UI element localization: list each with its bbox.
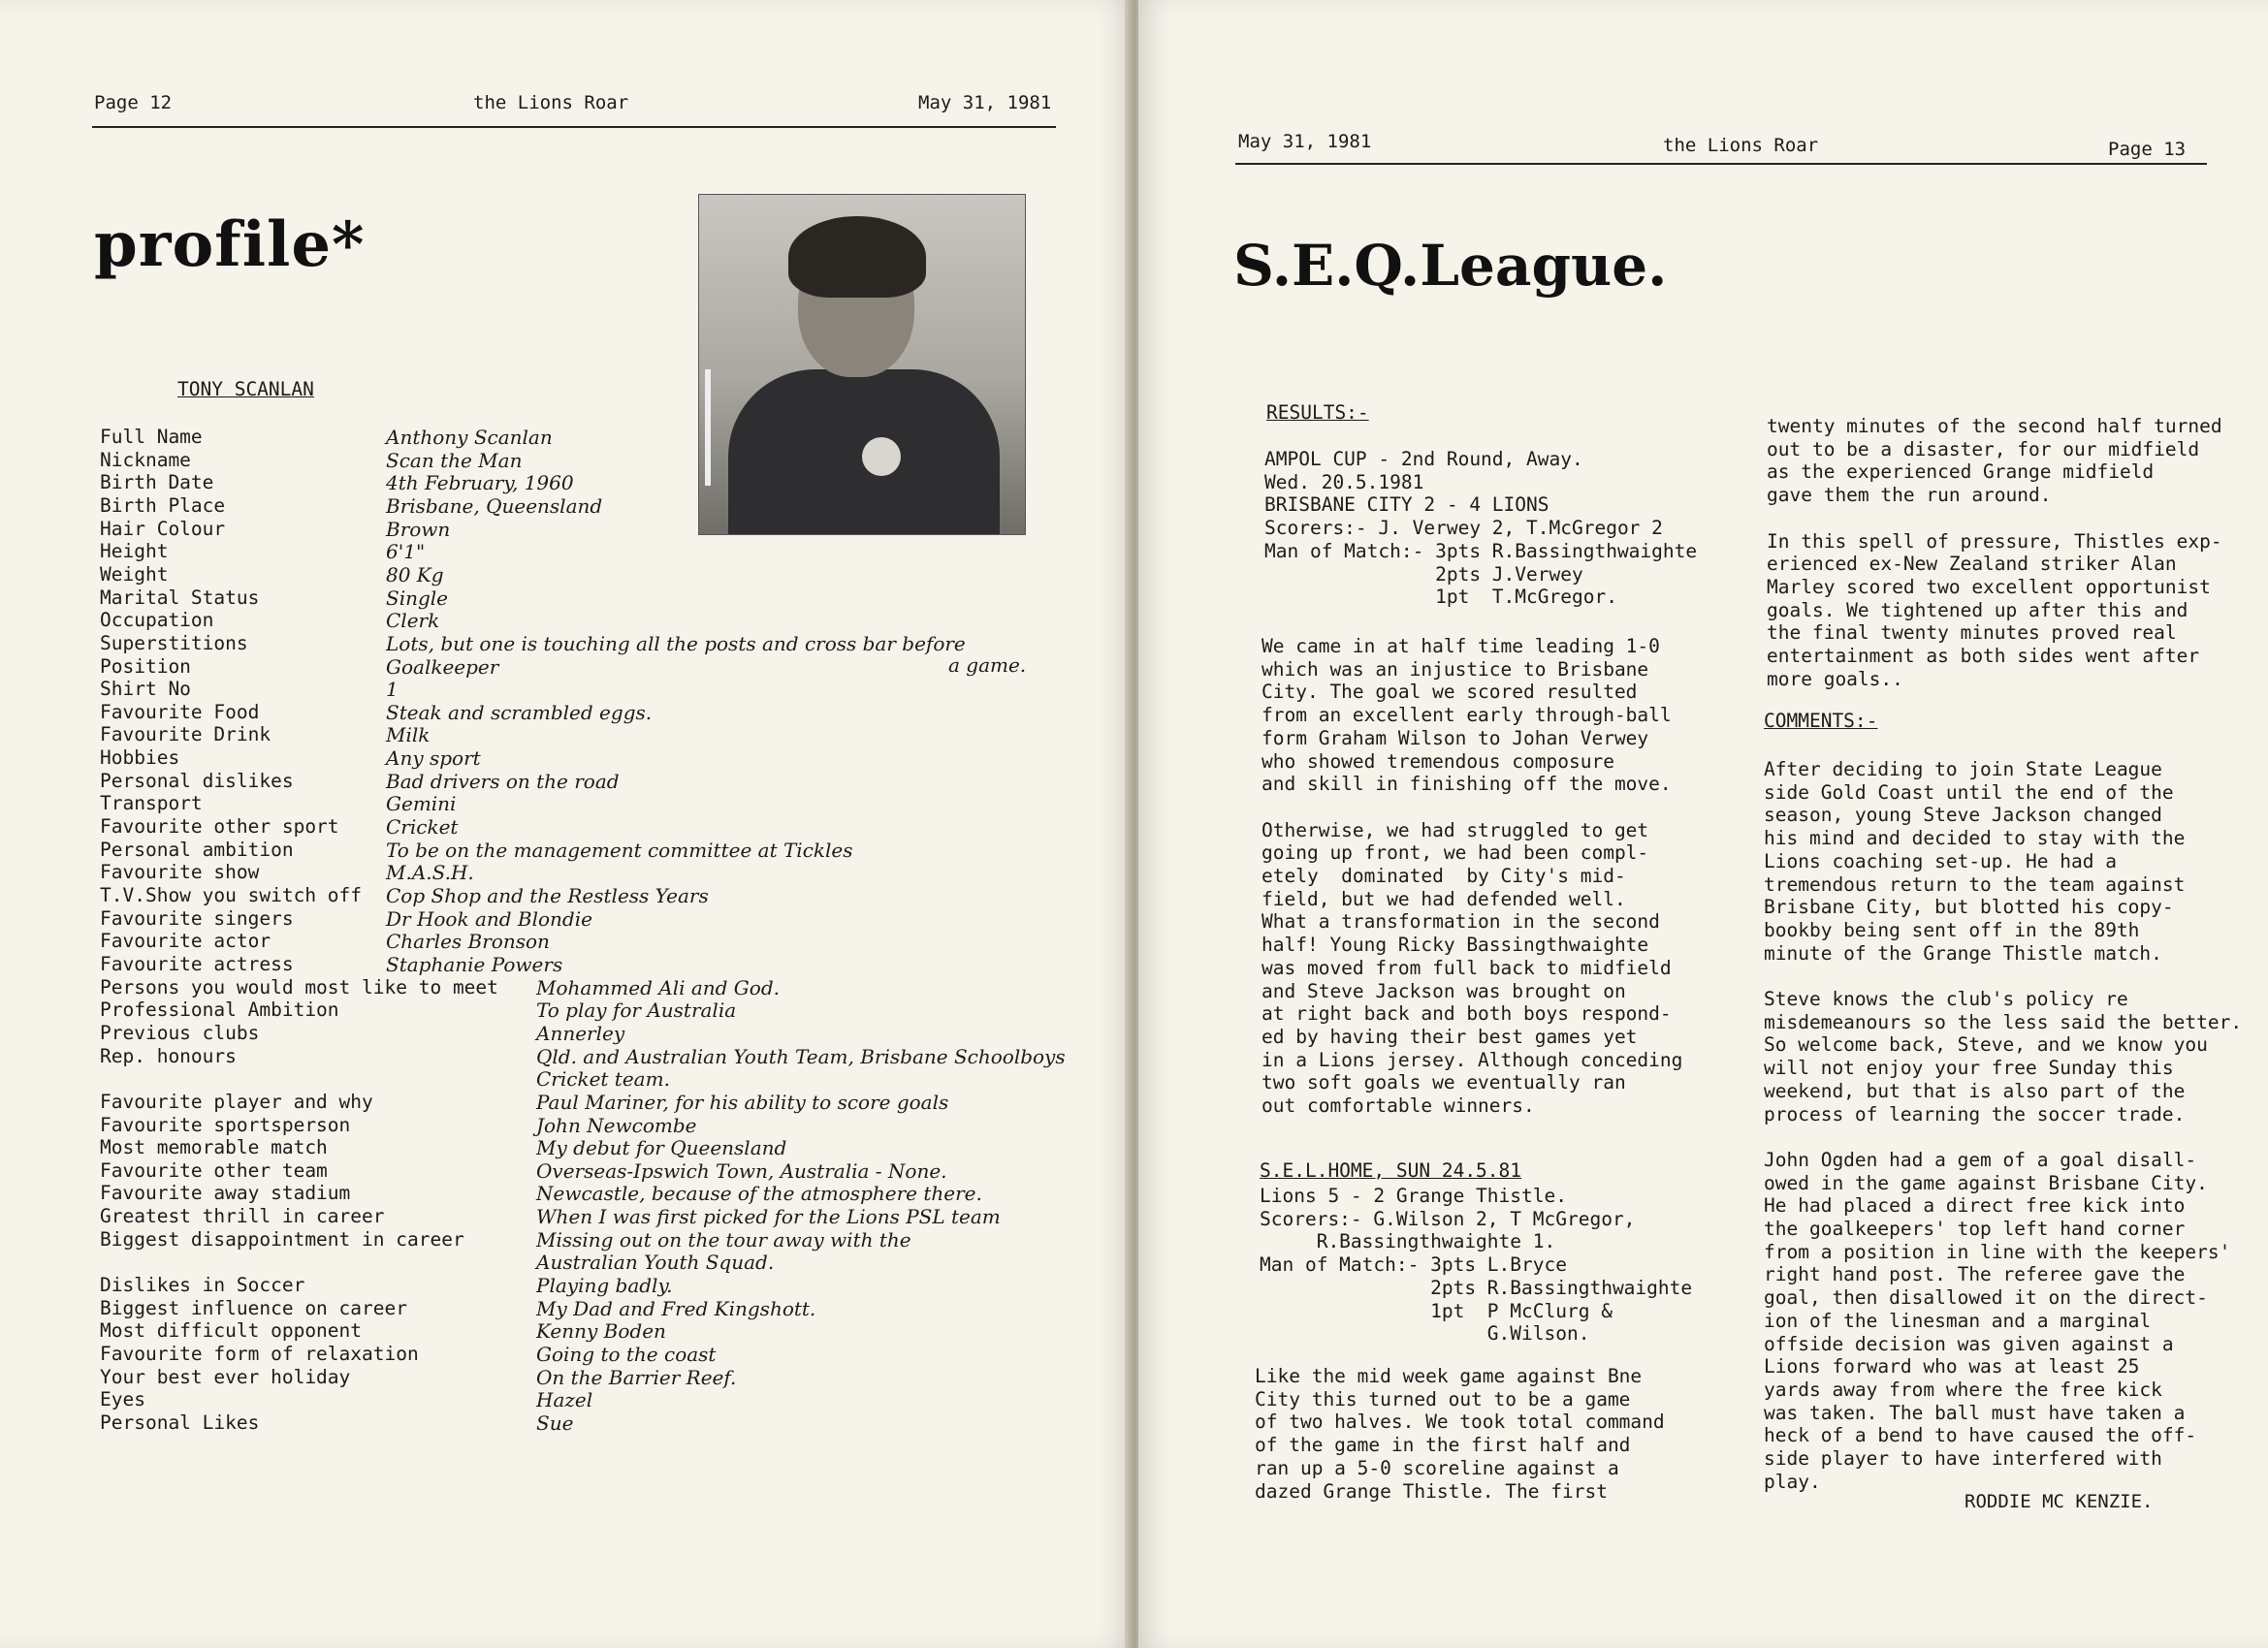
left-page [0,0,1131,1648]
profile-label: Favourite Food [100,700,260,723]
profile-value: My Dad and Fred Kingshott. [536,1296,816,1320]
ampol-cup-result: AMPOL CUP - 2nd Round, Away. Wed. 20.5.1981 BRISBANE CITY 2 - 4 LIONS Scorers:- J. Verwey 2, T.McGregor 2 Man of Match:- 3pts R.Bassingthwaighte 2pts J.Verwey 1pt T.McGregor. [1264,448,1698,609]
profile-label: Most memorable match [100,1136,328,1159]
profile-label: Superstitions [100,631,248,654]
profile-label: Persons you would most like to meet [100,975,498,998]
profile-label: Hair Colour [100,517,226,540]
profile-value: Staphanie Powers [386,952,563,976]
profile-label: Transport [100,792,203,815]
profile-subject-name: TONY SCANLAN [177,378,314,400]
sel-home-result: Lions 5 - 2 Grange Thistle. Scorers:- G.Wilson 2, T McGregor, R.Bassingthwaighte 1. Man of Match:- 3pts L.Bryce 2pts R.Bassingthwaighte 1pt P McClurg & G.Wilson. [1260,1185,1693,1346]
comments-heading: COMMENTS:- [1764,710,1878,732]
profile-label: Favourite player and why [100,1090,373,1113]
profile-label: Personal ambition [100,838,294,861]
profile-value: Milk [386,723,431,747]
profile-value: Missing out on the tour away with the [536,1227,911,1252]
profile-value: Mohammed Ali and God. [536,975,780,999]
left-issue-date: May 31, 1981 [918,92,1052,113]
profile-value: Qld. and Australian Youth Team, Brisbane Schoolboys [536,1044,1066,1068]
left-header-rule [92,126,1056,128]
profile-value: Brown [386,517,451,541]
profile-value: My debut for Queensland [536,1136,787,1160]
profile-value: Playing badly. [536,1274,673,1298]
profile-value: M.A.S.H. [386,861,474,885]
comments-body: After deciding to join State League side Gold Coast until the end of the season, young Steve Jackson changed his mind and decided to stay with the Lions coaching set-up. He had a tremendous return to the team against Brisbane City, but blotted his copy- bookby being sent off in the 89th minute of the Grange Thistle match. Steve knows the club's policy re misdemeanours so the less said the better. So welcome back, Steve, and we know you will not enjoy your free Sunday this weekend, but that is also part of the process of learning the soccer trade. John Ogden had a gem of a goal disall- owed in the game against Brisbane City. He had placed a direct free kick into the goalkeepers' top left hand corner from a position in line with the keepers' right hand post. The referee gave the goal, then disallowed it on the direct- ion of the linesman and a marginal offside decision was given against a Lions forward who was at least 25 yards away from where the free kick was taken. The ball must have taken a heck of a bend to have caused the off- side player to have interfered with play. [1764,758,2243,1493]
profile-value: Going to the coast [536,1343,717,1366]
profile-label: Rep. honours [100,1044,237,1067]
profile-value: Annerley [536,1021,625,1045]
profile-label: Previous clubs [100,1021,260,1044]
league-heading: S.E.Q.League. [1233,233,1668,299]
profile-value: Bad drivers on the road [386,769,620,793]
profile-value: Paul Mariner, for his ability to score goals [536,1090,949,1114]
profile-label: Nickname [100,448,191,471]
profile-value: Overseas-Ipswich Town, Australia - None. [536,1158,947,1183]
profile-label: Favourite other sport [100,815,339,839]
profile-label: Dislikes in Soccer [100,1274,305,1297]
profile-label: Favourite form of relaxation [100,1343,419,1365]
profile-label: Your best ever holiday [100,1365,351,1388]
profile-value: Cop Shop and the Restless Years [386,884,709,907]
profile-label: Professional Ambition [100,998,339,1022]
profile-value: Clerk [386,609,440,633]
profile-value: John Newcombe [536,1113,697,1137]
profile-label: Favourite actress [100,952,294,975]
profile-value: Steak and scrambled eggs. [386,700,653,724]
profile-label: Favourite away stadium [100,1182,351,1205]
profile-label: Favourite show [100,861,260,884]
profile-value: Gemini [386,792,457,816]
profile-value: 80 Kg [386,562,444,586]
profile-label: Marital Status [100,586,260,609]
results-heading: RESULTS:- [1266,401,1369,424]
profile-label: Hobbies [100,746,180,770]
profile-label: Birth Date [100,471,214,494]
left-publication-title: the Lions Roar [473,92,629,113]
match-report-continued: twenty minutes of the second half turned out to be a disaster, for our midfield as the experienced Grange midfield gave them the run around. In this spell of pressure, Thistles exp- erienced ex-New Zealand striker Alan Marley scored two excellent opportunist goals. We tightened up after this and the final twenty minutes proved real entertainment as both sides went after more goals.. [1767,415,2222,690]
profile-label: Greatest thrill in career [100,1205,385,1228]
goalpost-shape [705,369,711,486]
profile-value: Scan the Man [386,448,523,472]
profile-value: Hazel [536,1388,593,1412]
profile-label: Biggest influence on career [100,1296,407,1319]
profile-label: Birth Place [100,493,226,517]
profile-label: Favourite actor [100,930,272,953]
profile-value: 4th February, 1960 [386,471,574,495]
profile-label: Favourite other team [100,1158,328,1182]
profile-label: Most difficult opponent [100,1319,363,1343]
profile-value: On the Barrier Reef. [536,1365,737,1389]
profile-value: Brisbane, Queensland [386,493,603,518]
profile-label: Full Name [100,426,203,448]
right-header-rule [1235,163,2207,165]
profile-value: 1 [386,678,399,702]
profile-value-continued: a game. [948,653,1027,678]
profile-label: Favourite sportsperson [100,1113,351,1136]
profile-label: Occupation [100,609,214,632]
profile-value-continued: Cricket team. [536,1067,670,1092]
sel-home-report: Like the mid week game against Bne City this turned out to be a game of two halves. We took total command of the game in the first half and ran up a 5-0 scoreline against a dazed Grange Thistle. The first [1255,1365,1665,1503]
profile-value: Sue [536,1410,574,1435]
profile-value: Single [386,586,449,610]
profile-label: Shirt No [100,678,191,701]
profile-label: Eyes [100,1388,145,1411]
profile-heading: profile* [94,208,366,281]
player-photo [698,194,1026,535]
author-credit: RODDIE MC KENZIE. [1965,1491,2154,1512]
profile-label: Biggest disappointment in career [100,1227,464,1251]
profile-value: To play for Australia [536,998,737,1023]
profile-value: Newcastle, because of the atmosphere there. [536,1182,982,1206]
profile-label: T.V.Show you switch off [100,884,363,906]
right-page [1138,0,2268,1648]
profile-label: Height [100,540,169,563]
profile-value: Any sport [386,746,481,771]
sel-home-heading: S.E.L.HOME, SUN 24.5.81 [1260,1159,1522,1182]
right-issue-date: May 31, 1981 [1238,131,1372,152]
profile-value-continued: Australian Youth Squad. [536,1251,775,1275]
profile-value: Charles Bronson [386,930,550,954]
profile-value: Cricket [386,815,459,840]
profile-value: 6'1" [386,540,426,564]
profile-value: Dr Hook and Blondie [386,906,592,931]
right-page-number: Page 13 [2108,139,2187,160]
profile-label: Favourite Drink [100,723,272,746]
ampol-cup-report: We came in at half time leading 1-0 which was an injustice to Brisbane City. The goal we scored resulted from an excellent early through-ball form Graham Wilson to Johan Verwey who showed tremendous composure and skill in finishing off the move. Otherwise, we had struggled to get going up front, we had been compl- etely dominated by City's mid- field, but we had defended well. What a transformation in the second half! Young Ricky Bassingthwaighte was moved from full back to midfield and Steve Jackson was brought on at right back and both boys respond- ed by having their best games yet in a Lions jersey. Although conceding two soft goals we eventually ran out comfortable winners. [1262,635,1683,1118]
profile-value: Anthony Scanlan [386,426,553,449]
hair-shape [788,216,926,298]
profile-label: Weight [100,562,169,586]
profile-value: Lots, but one is touching all the posts and cross bar before [386,631,966,655]
profile-label: Personal Likes [100,1410,260,1434]
right-publication-title: the Lions Roar [1663,135,1819,156]
profile-value: To be on the management committee at Tickles [386,838,853,862]
club-badge-shape [862,437,901,476]
profile-value: Kenny Boden [536,1319,666,1344]
profile-label: Favourite singers [100,906,294,930]
profile-label: Personal dislikes [100,769,294,792]
profile-value: Goalkeeper [386,654,499,679]
left-page-number: Page 12 [94,92,173,113]
profile-value: When I was first picked for the Lions PSL team [536,1205,1001,1229]
profile-label: Position [100,654,191,678]
